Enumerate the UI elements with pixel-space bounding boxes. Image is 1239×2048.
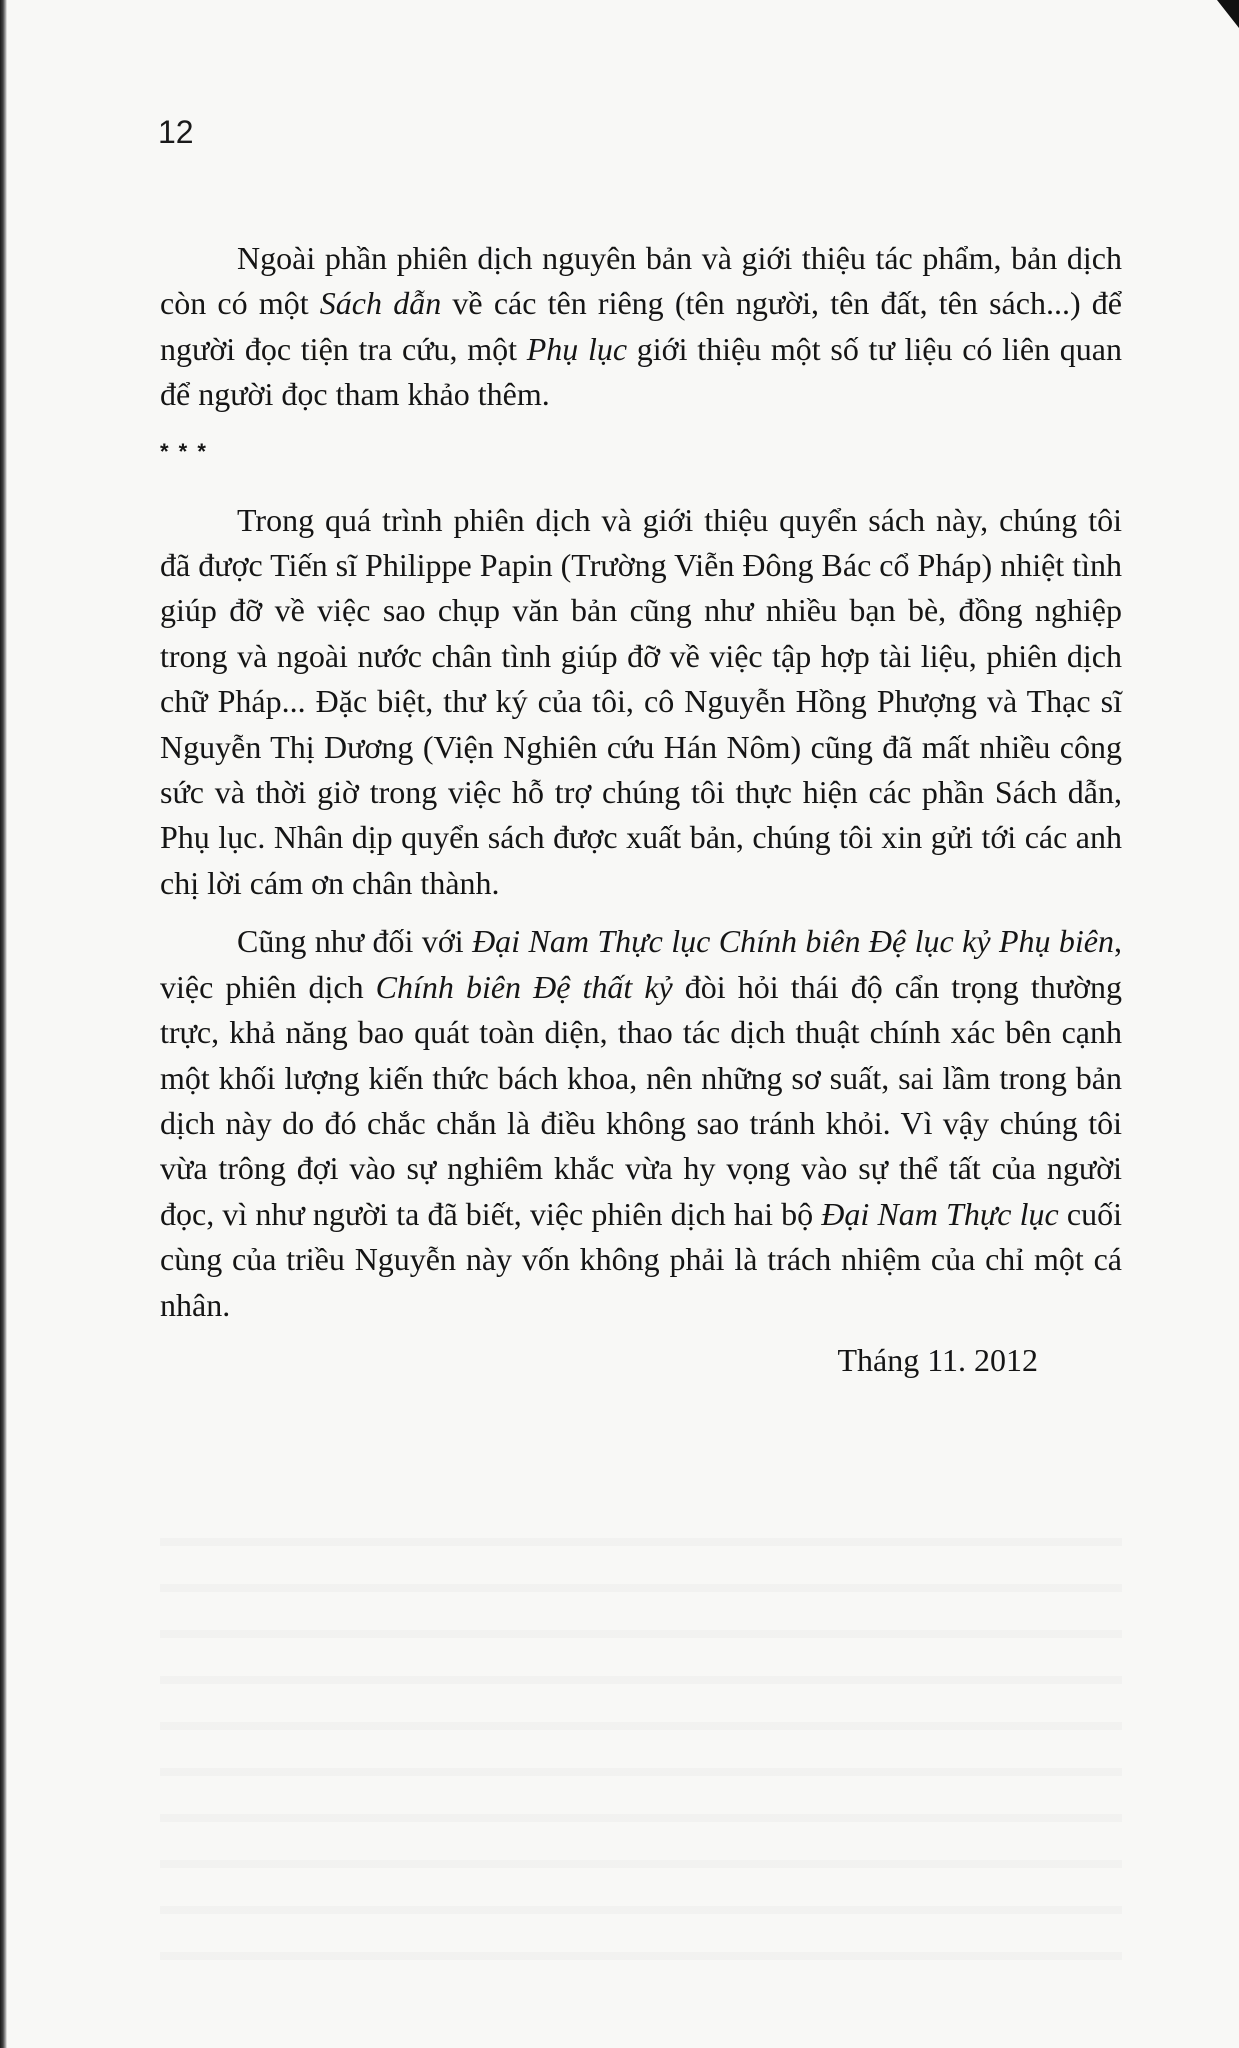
scan-edge [0, 0, 7, 2048]
italic-title: Chính biên Đệ thất kỷ [375, 968, 673, 1005]
text-run: Cũng như đối với [237, 923, 473, 960]
bleed-through-area [160, 1500, 1122, 1980]
body-text [160, 236, 1122, 1383]
scan-corner [1217, 0, 1239, 28]
italic-title: Đại Nam Thực lục [821, 1195, 1059, 1232]
text-run: Ngoài phần phiên dịch nguyên bản và giới thiệu tác phẩm, bản dịch còn có một [160, 240, 1122, 322]
text-run: cuối cùng của triều Nguyễn này vốn không phải là trách nhiệm của chỉ một cá nhân. [160, 1195, 1123, 1323]
paragraph-appendix-note [160, 236, 1122, 418]
text-run: về các tên riêng (tên người, tên đất, tên sách...) để người đọc tiện tra cứu, một [160, 285, 1122, 367]
date-signature: Tháng 11. 2012 [837, 1341, 1038, 1378]
paragraph-acknowledgements: Trong quá trình phiên dịch và giới thiệu quyển sách này, chúng tôi đã được Tiến sĩ Philippe Papin (Trường Viễn Đông Bác cổ Pháp) nhiệt tình giúp đỡ về việc sao chụp văn bản cũng như nhiều bạn bè, đồng nghiệp trong và ngoài nước chân tình giúp đỡ về việc tập hợp tài liệu, phiên dịch chữ Pháp... Đặc biệt, thư ký của tôi, cô Nguyễn Hồng Phượng và Thạc sĩ Nguyễn Thị Dương (Viện Nghiên cứu Hán Nôm) cũng đã mất nhiều công sức và thời giờ trong việc hỗ trợ chúng tôi thực hiện các phần Sách dẫn, Phụ lục. Nhân dịp quyển sách được xuất bản, chúng tôi xin gửi tới các anh chị lời cám ơn chân thành. [160, 501, 1122, 901]
italic-title: Đại Nam Thực lục Chính biên Đệ lục kỷ Phụ biên [472, 923, 1115, 960]
section-separator: * * * [160, 438, 208, 464]
italic-title: Phụ lục [526, 330, 628, 367]
page-number: 12 [158, 114, 194, 150]
italic-title: Sách dẫn [319, 285, 442, 322]
text-run: đòi hỏi thái độ cẩn trọng thường trực, khả năng bao quát toàn diện, thao tác dịch thuật chính xác bên cạnh một khối lượng kiến thức bách khoa, nên những sơ suất, sai lầm trong bản dịch này do đó chắc chắn là điều không sao tránh khỏi. Vì vậy chúng tôi vừa trông đợi vào sự nghiêm khắc vừa hy vọng vào sự thể tất của người đọc, vì như người ta đã biết, việc phiên dịch hai bộ [160, 968, 1123, 1232]
text-run: , việc phiên dịch [160, 923, 1123, 1005]
text-run: giới thiệu một số tư liệu có liên quan để người đọc tham khảo thêm. [160, 330, 1123, 413]
paragraph-closing [160, 919, 1122, 1328]
